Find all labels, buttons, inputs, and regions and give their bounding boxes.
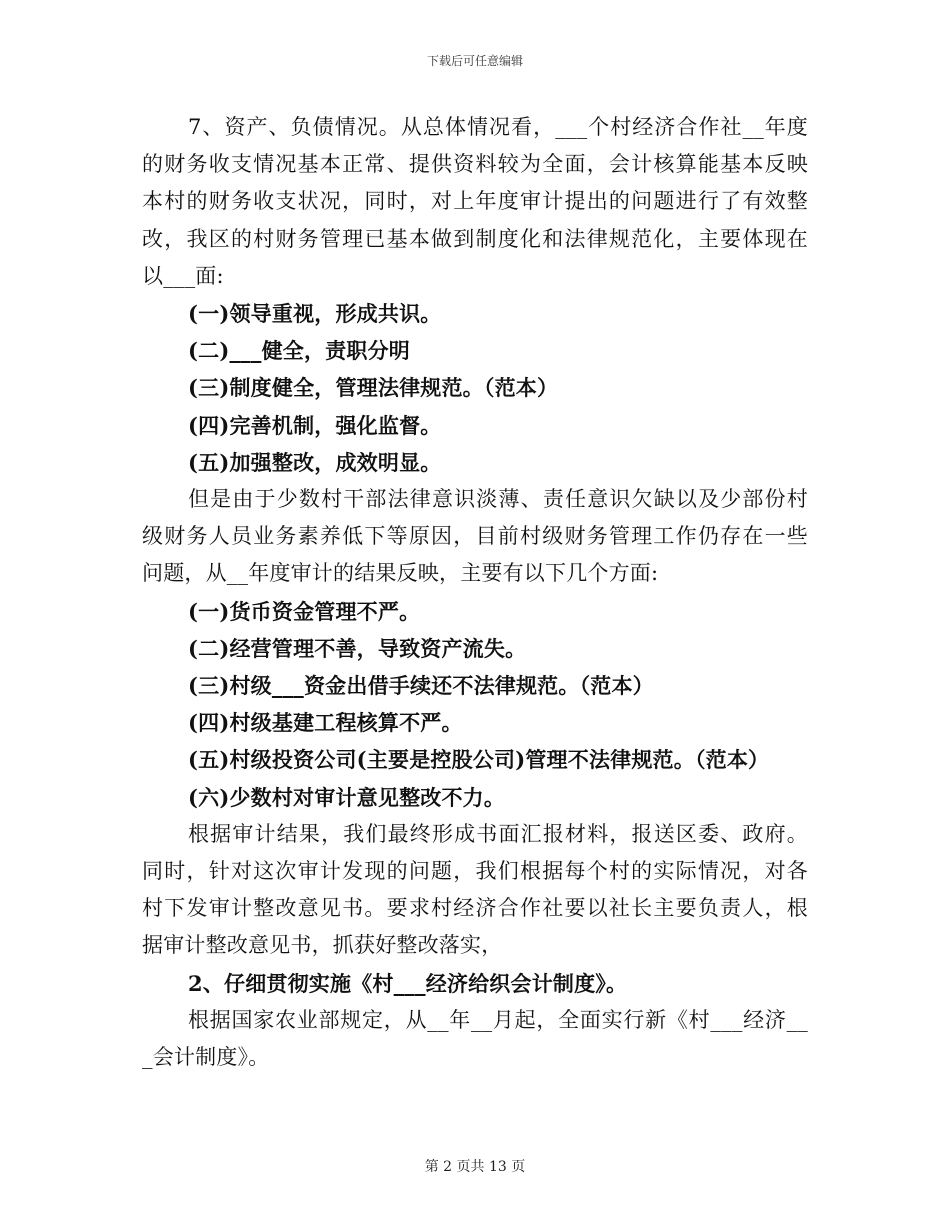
- list-item: (一)货币资金管理不严。: [188, 598, 421, 624]
- page-header: 下载后可任意编辑: [426, 54, 523, 68]
- list-item: (二)经营管理不善，导致资产流失。: [188, 635, 527, 661]
- paragraph-line: 根据国家农业部规定，从__年__月起，全面实行新《村___经济__: [188, 1007, 808, 1032]
- list-item: (三)村级___资金出借手续还不法律规范。（范本）: [188, 673, 654, 699]
- paragraph-line: 但是由于少数村干部法律意识淡薄、责任意识欠缺以及少部份村: [188, 487, 808, 512]
- list-item: (三)制度健全，管理法律规范。（范本）: [188, 375, 559, 401]
- paragraph-line: 根据审计结果，我们最终形成书面汇报材料，报送区委、政府。: [188, 821, 808, 846]
- paragraph-line: 级财务人员业务素养低下等原因，目前村级财务管理工作仍存在一些: [142, 524, 808, 549]
- list-item: (一)领导重视，形成共识。: [188, 301, 442, 327]
- paragraph-line: 同时，针对这次审计发现的问题，我们根据每个村的实际情况，对各: [142, 859, 808, 884]
- page-footer: 第 2 页共 13 页: [424, 1159, 526, 1175]
- section-heading: 2、仔细贯彻实施《村___经济给织会计制度》。: [188, 970, 628, 996]
- list-item: (五)加强整改，成效明显。: [188, 449, 442, 475]
- paragraph-line: 改，我区的村财务管理已基本做到制度化和法律规范化，主要体现在: [142, 226, 808, 251]
- list-item: (四)完善机制，强化监督。: [188, 412, 442, 438]
- list-item: (六)少数村对审计意见整改不力。: [188, 784, 506, 810]
- paragraph-line: 的财务收支情况基本正常、提供资料较为全面，会计核算能基本反映: [142, 152, 808, 177]
- paragraph-line: 本村的财务收支状况，同时，对上年度审计提出的问题进行了有效整: [142, 189, 808, 214]
- list-item: (四)村级基建工程核算不严。: [188, 710, 463, 736]
- list-item: (二)___健全，责职分明: [188, 338, 410, 364]
- paragraph-line: 问题，从__年度审计的结果反映，主要有以下几个方面:: [142, 561, 659, 586]
- paragraph-line: 7、资产、负债情况。从总体情况看，___个村经济合作社__年度: [188, 115, 808, 139]
- document-body: [142, 109, 808, 1076]
- paragraph-line: 以___面:: [142, 263, 224, 288]
- list-item: (五)村级投资公司(主要是控股公司)管理不法律规范。（范本）: [188, 747, 770, 773]
- paragraph-line: _会计制度》。: [142, 1045, 270, 1070]
- paragraph-line: 村下发审计整改意见书。要求村经济合作社要以社长主要负责人，根: [142, 896, 808, 921]
- paragraph-line: 据审计整改意见书，抓获好整改落实，: [142, 933, 503, 958]
